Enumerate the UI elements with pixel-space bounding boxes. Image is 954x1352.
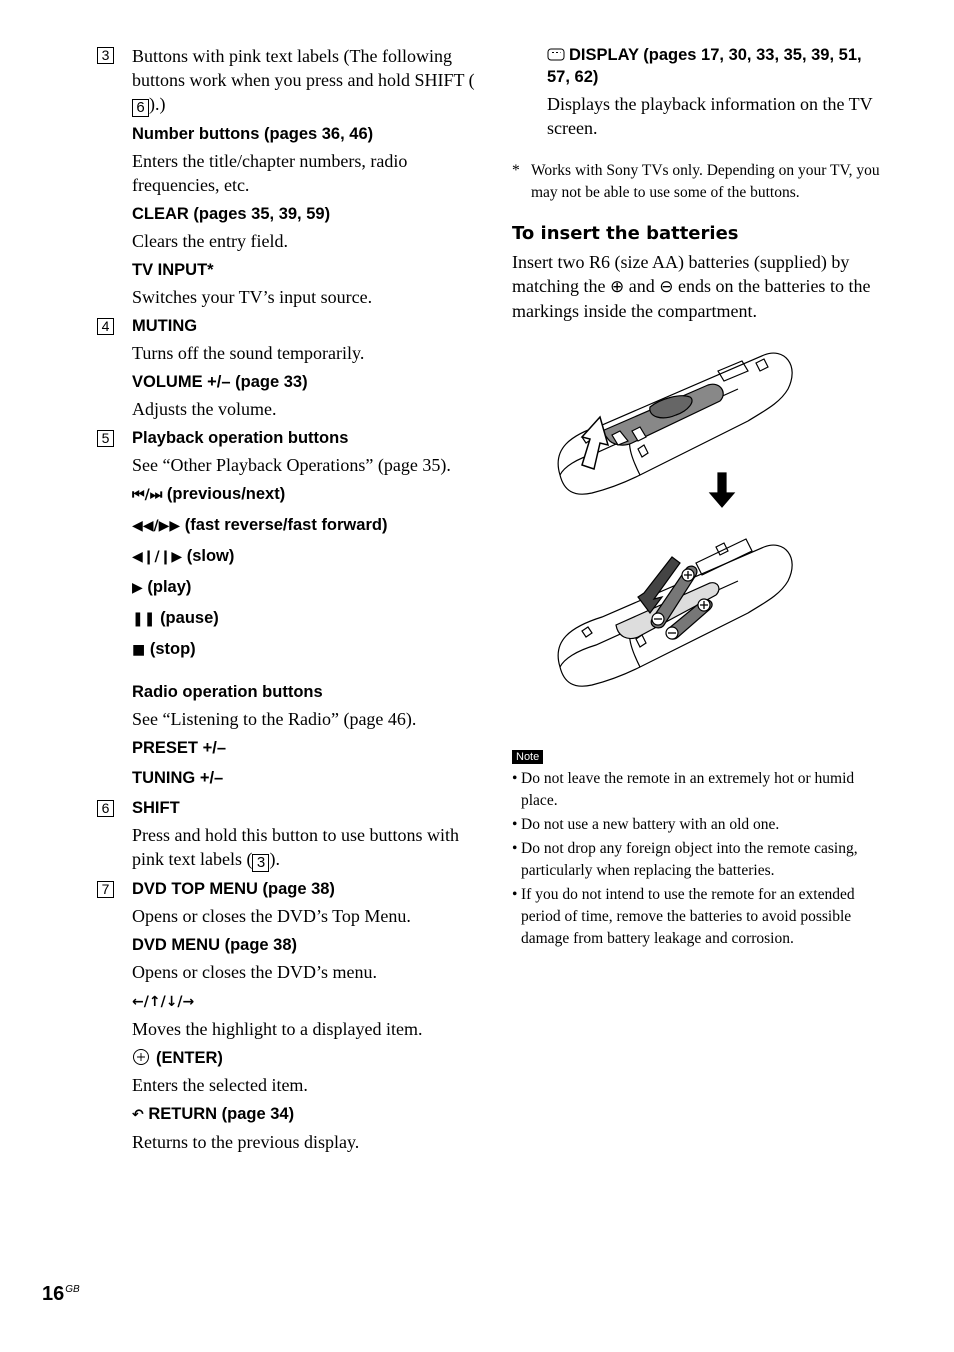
arrows-heading	[132, 990, 477, 1013]
page-number: $16^{GB}$	[42, 1283, 80, 1305]
item-number: 3	[97, 47, 114, 64]
entry-description: See “Other Playback Operations” (page 35).	[132, 455, 451, 475]
display-entry	[512, 44, 884, 140]
display-description: Displays the playback information on the TV screen.	[547, 94, 873, 138]
item-number: 5	[97, 430, 114, 447]
entry-heading: TV INPUT*	[132, 261, 214, 279]
entry-heading: Radio operation buttons	[132, 683, 323, 701]
item-7	[97, 878, 477, 1154]
control-slow: ◀❙/❙▶ (slow)	[132, 547, 235, 565]
item-number: 6	[97, 800, 114, 817]
list-item: • Do not drop any foreign object into the remote casing, particularly when replacing the batteries.	[512, 840, 858, 879]
section-heading: To insert the batteries	[512, 223, 739, 244]
display-heading: DISPLAY (pages 17, 30, 33, 35, 39, 51, 57, 62)	[547, 46, 862, 86]
entry-description: Turns off the sound temporarily.	[132, 343, 365, 363]
item-4	[97, 315, 477, 421]
entry-heading: VOLUME +/– (page 33)	[132, 373, 308, 391]
entry-description: Opens or closes the DVD’s menu.	[132, 962, 377, 982]
entry-heading: MUTING	[132, 317, 198, 335]
enter-icon	[132, 1048, 150, 1066]
entry-description: Adjusts the volume.	[132, 399, 277, 419]
entry-heading: DVD MENU (page 38)	[132, 936, 298, 954]
control-fast-reverse-forward: ◀◀/▶▶ (fast reverse/fast forward)	[132, 516, 388, 534]
entry-description: Enters the title/chapter numbers, radio frequencies, etc.	[132, 151, 408, 195]
entry-description: Returns to the previous display.	[132, 1132, 360, 1152]
footnote: * Works with Sony TVs only. Depending on your TV, you may not be able to use some of the buttons.	[512, 162, 880, 201]
play-icon: ▶	[132, 580, 143, 596]
entry-description: Moves the highlight to a displayed item.	[132, 1019, 423, 1039]
entry-heading: CLEAR (pages 35, 39, 59)	[132, 205, 331, 223]
entry-heading: Playback operation buttons	[132, 429, 349, 447]
note-label: Note	[512, 750, 543, 764]
control-pause: ❚❚ (pause)	[132, 609, 219, 627]
return-heading: ↶ RETURN (page 34)	[132, 1105, 295, 1123]
entry-heading: DVD TOP MENU (page 38)	[132, 880, 335, 898]
entry-description: Enters the selected item.	[132, 1075, 308, 1095]
control-previous-next: ⏮/⏭ (previous/next)	[132, 485, 286, 503]
notes-list	[512, 768, 884, 950]
return-icon: ↶	[132, 1107, 144, 1123]
item-6	[97, 797, 477, 872]
left-column	[97, 44, 477, 1154]
battery-insertion-illustration	[512, 341, 884, 721]
display-icon	[547, 48, 565, 61]
arrow-keys-icon: ←/↑/↓/→	[132, 994, 195, 1010]
item-number: 7	[97, 881, 114, 898]
slow-icon: ◀❙/❙▶	[132, 549, 183, 565]
fast-reverse-forward-icon: ◀◀/▶▶	[132, 518, 181, 534]
minus-icon: ⊖	[659, 277, 674, 297]
item-number: 4	[97, 318, 114, 335]
control-stop: ■ (stop)	[132, 640, 196, 658]
item-5	[97, 427, 477, 789]
list-item: • Do not use a new battery with an old one.	[512, 816, 780, 833]
entry-description: Clears the entry field.	[132, 231, 288, 251]
item-intro: Buttons with pink text labels (The following buttons work when you press and hold SHIFT (6 ).)	[132, 46, 475, 116]
enter-heading: (ENTER)	[132, 1047, 477, 1069]
entry-description: See “Listening to the Radio” (page 46).	[132, 709, 417, 729]
stop-icon: ■	[132, 642, 146, 658]
batteries-instructions: Insert two R6 (size AA) batteries (supplied) by matching the ⊕ and ⊖ ends on the batteries to the markings inside the compartment.	[512, 252, 871, 321]
list-item: • Do not leave the remote in an extremely hot or humid place.	[512, 770, 855, 809]
control-play: ▶ (play)	[132, 578, 192, 596]
entry-heading: SHIFT	[132, 799, 180, 817]
entry-heading: PRESET +/–	[132, 739, 226, 757]
entry-heading: Number buttons (pages 36, 46)	[132, 125, 374, 143]
pause-icon: ❚❚	[132, 611, 156, 627]
entry-description: Switches your TV’s input source.	[132, 287, 373, 307]
item-3	[97, 44, 477, 309]
entry-heading: TUNING +/–	[132, 769, 224, 787]
entry-description: Press and hold this button to use buttons with pink text labels ( 3 ).	[132, 825, 460, 871]
prev-next-icon: ⏮/⏭	[132, 487, 163, 503]
list-item: • If you do not intend to use the remote for an extended period of time, remove the batteries to avoid possible damage from battery leakage and corrosion.	[512, 886, 855, 947]
right-column	[512, 44, 884, 952]
entry-description: Opens or closes the DVD’s Top Menu.	[132, 906, 411, 926]
plus-icon: ⊕	[609, 277, 625, 297]
